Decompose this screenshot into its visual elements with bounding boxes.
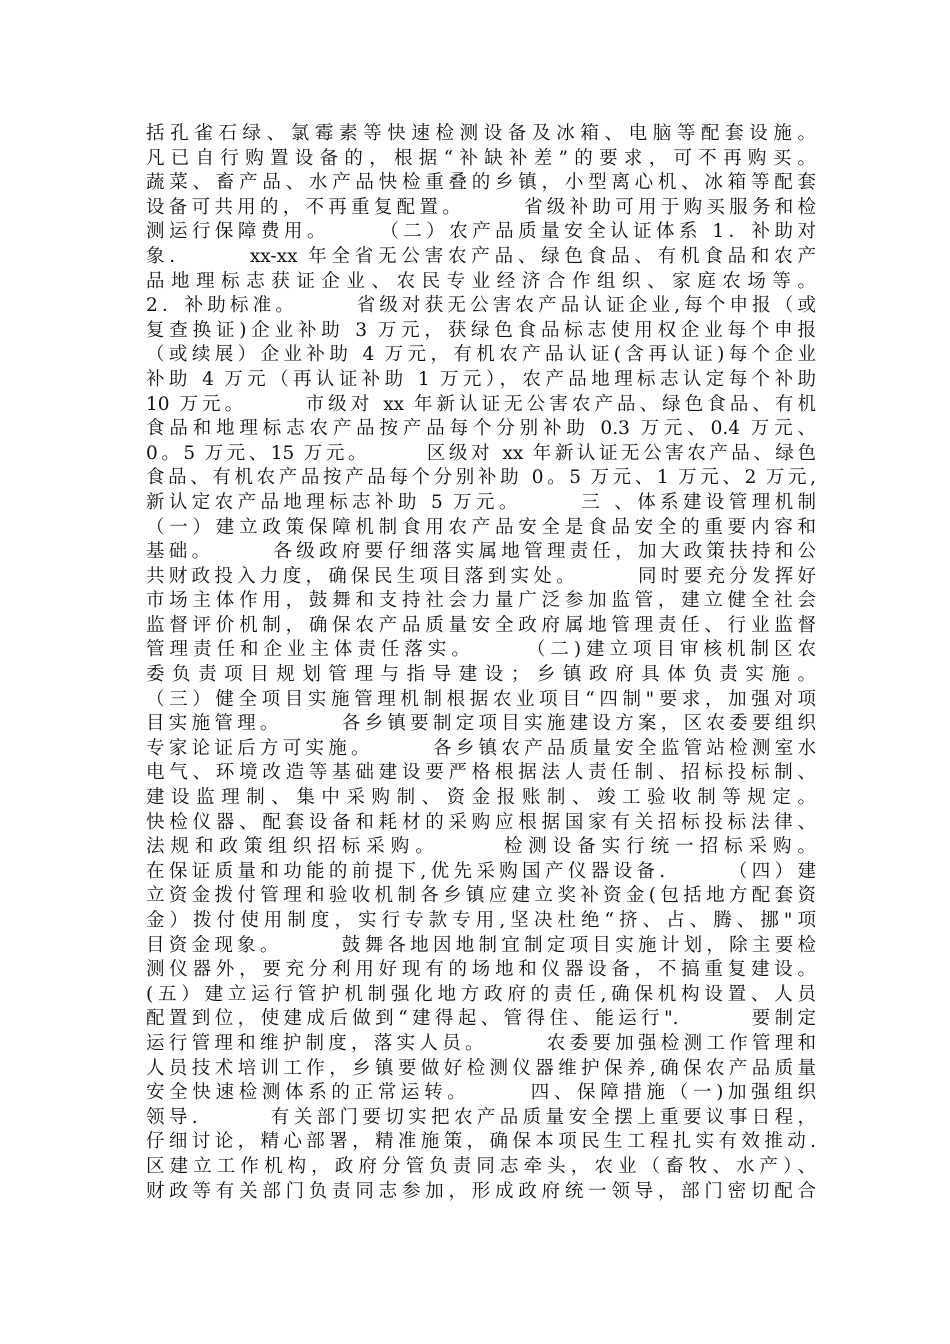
text-line: （或续展）企业补助 4 万元，有机农产品认证(含再认证)每个企业: [146, 344, 816, 366]
text-line: 目实施管理。 各乡镇要制定项目实施建设方案，区农委要组织: [146, 713, 816, 735]
text-line: 立资金拨付管理和验收机制各乡镇应建立奖补资金(包括地方配套资: [146, 885, 816, 907]
text-line: 法规和政策组织招标采购。 检测设备实行统一招标采购。: [146, 836, 816, 858]
text-line: 金）拨付使用制度，实行专款专用,坚决杜绝“挤、占、腾、挪"项: [146, 910, 816, 931]
document-body: [146, 122, 816, 1204]
text-line: 管理责任和企业主体责任落实。 （二)建立项目审核机制区农: [146, 639, 816, 661]
text-line: 0。5 万元、15 万元。 区级对 xx 年新认证无公害农产品、绿色: [146, 442, 816, 464]
text-line: 食品、有机农产品按产品每个分别补助 0。5 万元、1 万元、2 万元,: [146, 467, 816, 489]
text-line: 品地理标志获证企业、农民专业经济合作组织、家庭农场等。: [146, 270, 816, 292]
text-line: 区建立工作机构，政府分管负责同志牵头，农业（畜牧、水产）、: [146, 1155, 816, 1177]
text-line: （一）建立政策保障机制食用农产品安全是食品安全的重要内容和: [146, 516, 816, 538]
text-line: 监督评价机制，确保农产品质量安全政府属地管理责任、行业监督: [146, 614, 816, 636]
text-line: 运行管理和维护制度，落实人员。 农委要加强检测工作管理和: [146, 1032, 816, 1054]
text-line: 仔细讨论，精心部署，精准施策，确保本项民生工程扎实有效推动.: [146, 1131, 816, 1153]
text-line: 2．补助标准。 省级对获无公害农产品认证企业,每个申报（或: [146, 295, 816, 317]
text-line: 市场主体作用，鼓舞和支持社会力量广泛参加监管，建立健全社会: [146, 590, 816, 612]
text-line: 配置到位，使建成后做到“建得起、管得住、能运行". 要制定: [146, 1008, 816, 1030]
text-line: 复查换证)企业补助 3 万元，获绿色食品标志使用权企业每个申报: [146, 319, 816, 341]
text-line: （三）健全项目实施管理机制根据农业项目“四制"要求，加强对项: [146, 688, 816, 710]
text-line: 建设监理制、集中采购制、资金报账制、竣工验收制等规定。: [146, 787, 816, 809]
text-line: 财政等有关部门负责同志参加，形成政府统一领导，部门密切配合: [146, 1180, 816, 1202]
text-line: 安全快速检测体系的正常运转。 四、保障措施（一)加强组织: [146, 1082, 816, 1104]
text-line: 设备可共用的，不再重复配置。 省级补助可用于购买服务和检: [146, 196, 816, 218]
text-line: 新认定农产品地理标志补助 5 万元。 三 、体系建设管理机制: [146, 491, 816, 513]
text-line: 电气、环境改造等基础建设要严格根据法人责任制、招标投标制、: [146, 762, 816, 784]
text-line: 测运行保障费用。 （二）农产品质量安全认证体系 1．补助对: [146, 221, 816, 243]
text-line: 蔬菜、畜产品、水产品快检重叠的乡镇，小型离心机、冰箱等配套: [146, 172, 816, 194]
text-line: 食品和地理标志农产品按产品每个分别补助 0.3 万元、0.4 万元、: [146, 418, 816, 440]
text-line: 共财政投入力度，确保民生项目落到实处。 同时要充分发挥好: [146, 565, 816, 587]
text-line: 目资金现象。 鼓舞各地因地制宜制定项目实施计划，除主要检: [146, 934, 816, 956]
text-line: 基础。 各级政府要仔细落实属地管理责任，加大政策扶持和公: [146, 541, 816, 563]
text-line: 委负责项目规划管理与指导建设；乡镇政府具体负责实施。: [146, 664, 816, 686]
text-line: 象. xx-xx 年全省无公害农产品、绿色食品、有机食品和农产: [146, 245, 816, 267]
text-line: 人员技术培训工作，乡镇要做好检测仪器维护保养,确保农产品质量: [146, 1057, 816, 1079]
text-line: 领导. 有关部门要切实把农产品质量安全摆上重要议事日程，: [146, 1106, 816, 1128]
text-line: 10 万元。 市级对 xx 年新认证无公害农产品、绿色食品、有机: [146, 393, 816, 415]
text-line: 补助 4 万元（再认证补助 1 万元），农产品地理标志认定每个补助: [146, 368, 816, 390]
text-line: 凡已自行购置设备的，根据“补缺补差”的要求，可不再购买。: [146, 147, 816, 169]
text-line: 专家论证后方可实施。 各乡镇农产品质量安全监管站检测室水: [146, 737, 816, 759]
text-line: (五）建立运行管护机制强化地方政府的责任,确保机构设置、人员: [146, 983, 816, 1005]
text-line: 括孔雀石绿、氯霉素等快速检测设备及冰箱、电脑等配套设施。: [146, 123, 816, 144]
text-line: 快检仪器、配套设备和耗材的采购应根据国家有关招标投标法律、: [146, 811, 816, 833]
text-line: 测仪器外，要充分利用好现有的场地和仪器设备，不搞重复建设。: [146, 959, 816, 981]
text-line: 在保证质量和功能的前提下,优先采购国产仪器设备. （四）建: [146, 860, 816, 882]
